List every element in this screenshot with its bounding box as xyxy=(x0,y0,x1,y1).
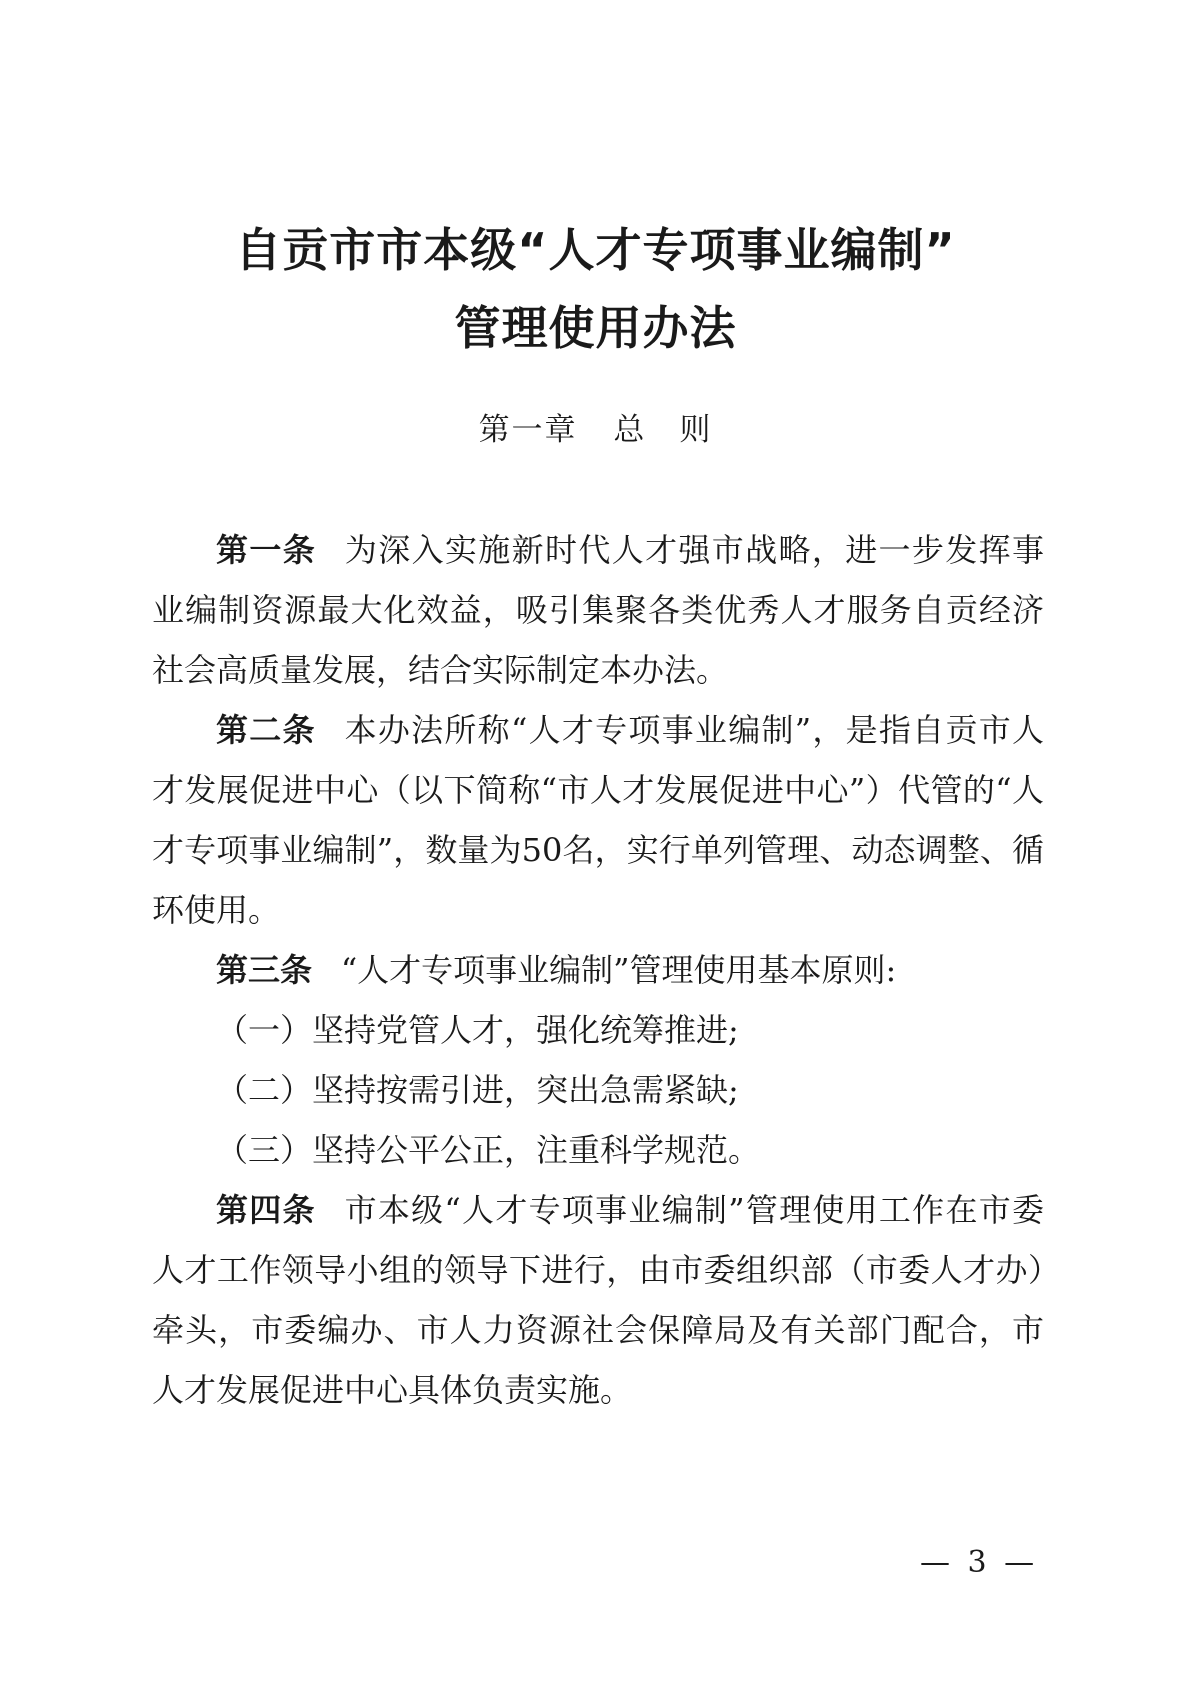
article-4 xyxy=(152,1180,1044,1420)
document-body xyxy=(152,520,1044,1420)
article-1 xyxy=(152,520,1044,700)
article-label: 第四条 xyxy=(216,1191,316,1229)
chapter-heading xyxy=(0,404,1191,449)
article-label: 第三条 xyxy=(216,951,313,989)
page-number: — 3 — xyxy=(920,1545,1039,1580)
article-text: 为深入实施新时代人才强市战略，进一步发挥事业编制资源最大化效益，吸引集聚各类优秀人才服务自贡经济社会高质量发展，结合实际制定本办法。 xyxy=(152,531,1044,689)
principle-item: （一）坚持党管人才，强化统筹推进; xyxy=(216,1011,739,1049)
article-label: 第二条 xyxy=(216,711,316,749)
article-3 xyxy=(152,940,1044,1000)
principle-item: （三）坚持公平公正，注重科学规范。 xyxy=(216,1131,761,1169)
article-text: “人才专项事业编制”管理使用基本原则: xyxy=(340,951,897,989)
article-text: 本办法所称“人才专项事业编制”，是指自贡市人才发展促进中心（以下简称“市人才发展促进中心”）代管的“人才专项事业编制”，数量为50名，实行单列管理、动态调整、循环使用。 xyxy=(152,711,1044,929)
chapter-number: 第一章 xyxy=(478,412,578,448)
chapter-name: 总 则 xyxy=(613,412,713,448)
article-2 xyxy=(152,700,1044,940)
article-label: 第一条 xyxy=(216,531,317,569)
principle-item: （二）坚持按需引进，突出急需紧缺; xyxy=(216,1071,739,1109)
document-title-line-1: 自贡市市本级“人才专项事业编制” xyxy=(235,223,956,277)
article-text: 市本级“人才专项事业编制”管理使用工作在市委人才工作领导小组的领导下进行，由市委组织部（市委人才办）牵头，市委编办、市人力资源社会保障局及有关部门配合，市人才发展促进中心具体负责实施。 xyxy=(152,1191,1044,1409)
document-title-line-2: 管理使用办法 xyxy=(454,301,737,355)
